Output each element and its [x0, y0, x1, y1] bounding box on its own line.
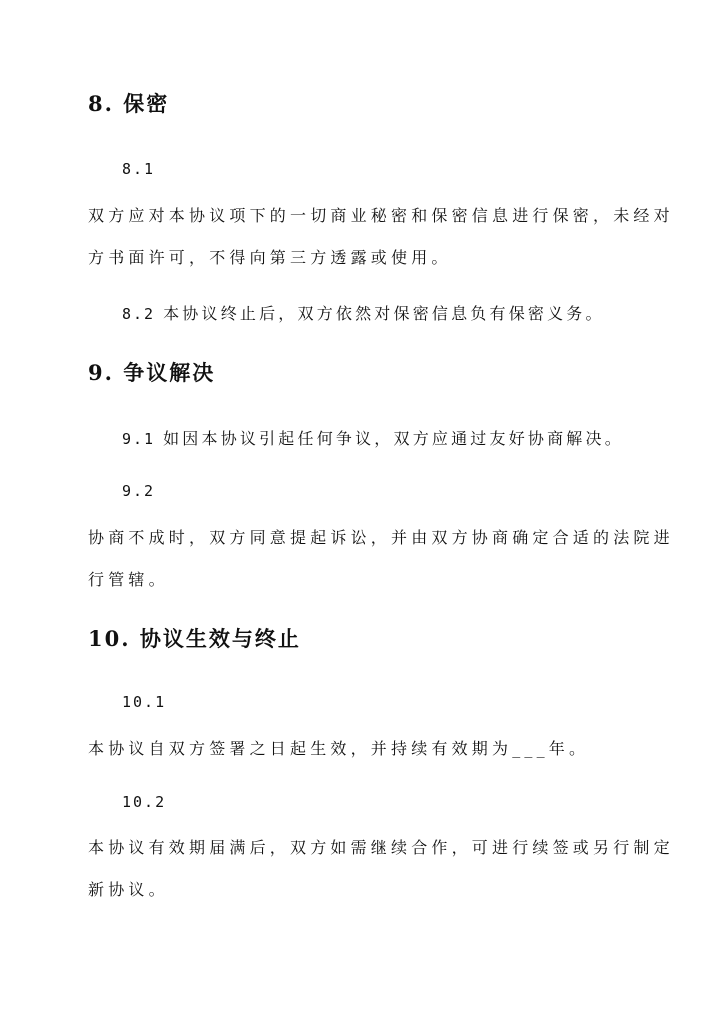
clause-8-2	[122, 301, 605, 324]
clause-9-1-text: 如因本协议引起任何争议，双方应通过友好协商解决。	[163, 429, 624, 448]
clause-number-10-2: 10.2	[122, 793, 167, 811]
clause-9-2-line-2: 行管辖。	[88, 570, 169, 589]
clause-10-2-line-2: 新协议。	[88, 880, 169, 899]
clause-10-1-line-1: 本协议自双方签署之日起生效，并持续有效期为___年。	[88, 739, 590, 758]
clause-number-9-1: 9.1	[122, 430, 156, 448]
clause-8-1-line-1: 双方应对本协议项下的一切商业秘密和保密信息进行保密，未经对	[88, 206, 674, 225]
clause-9-2-line-1: 协商不成时，双方同意提起诉讼，并由双方协商确定合适的法院进	[88, 528, 674, 547]
section-heading-10: 10. 协议生效与终止	[88, 626, 301, 651]
clause-10-2-line-1: 本协议有效期届满后，双方如需继续合作，可进行续签或另行制定	[88, 838, 674, 857]
section-heading-8: 8. 保密	[88, 91, 170, 116]
clause-9-1	[122, 426, 624, 449]
clause-number-9-2: 9.2	[122, 482, 156, 500]
clause-8-2-text: 本协议终止后，双方依然对保密信息负有保密义务。	[163, 304, 605, 323]
clause-number-8-1: 8.1	[122, 160, 156, 178]
clause-8-1-line-2: 方书面许可，不得向第三方透露或使用。	[88, 248, 452, 267]
clause-number-10-1: 10.1	[122, 693, 167, 711]
section-heading-9: 9. 争议解决	[88, 360, 216, 385]
clause-number-8-2: 8.2	[122, 305, 156, 323]
